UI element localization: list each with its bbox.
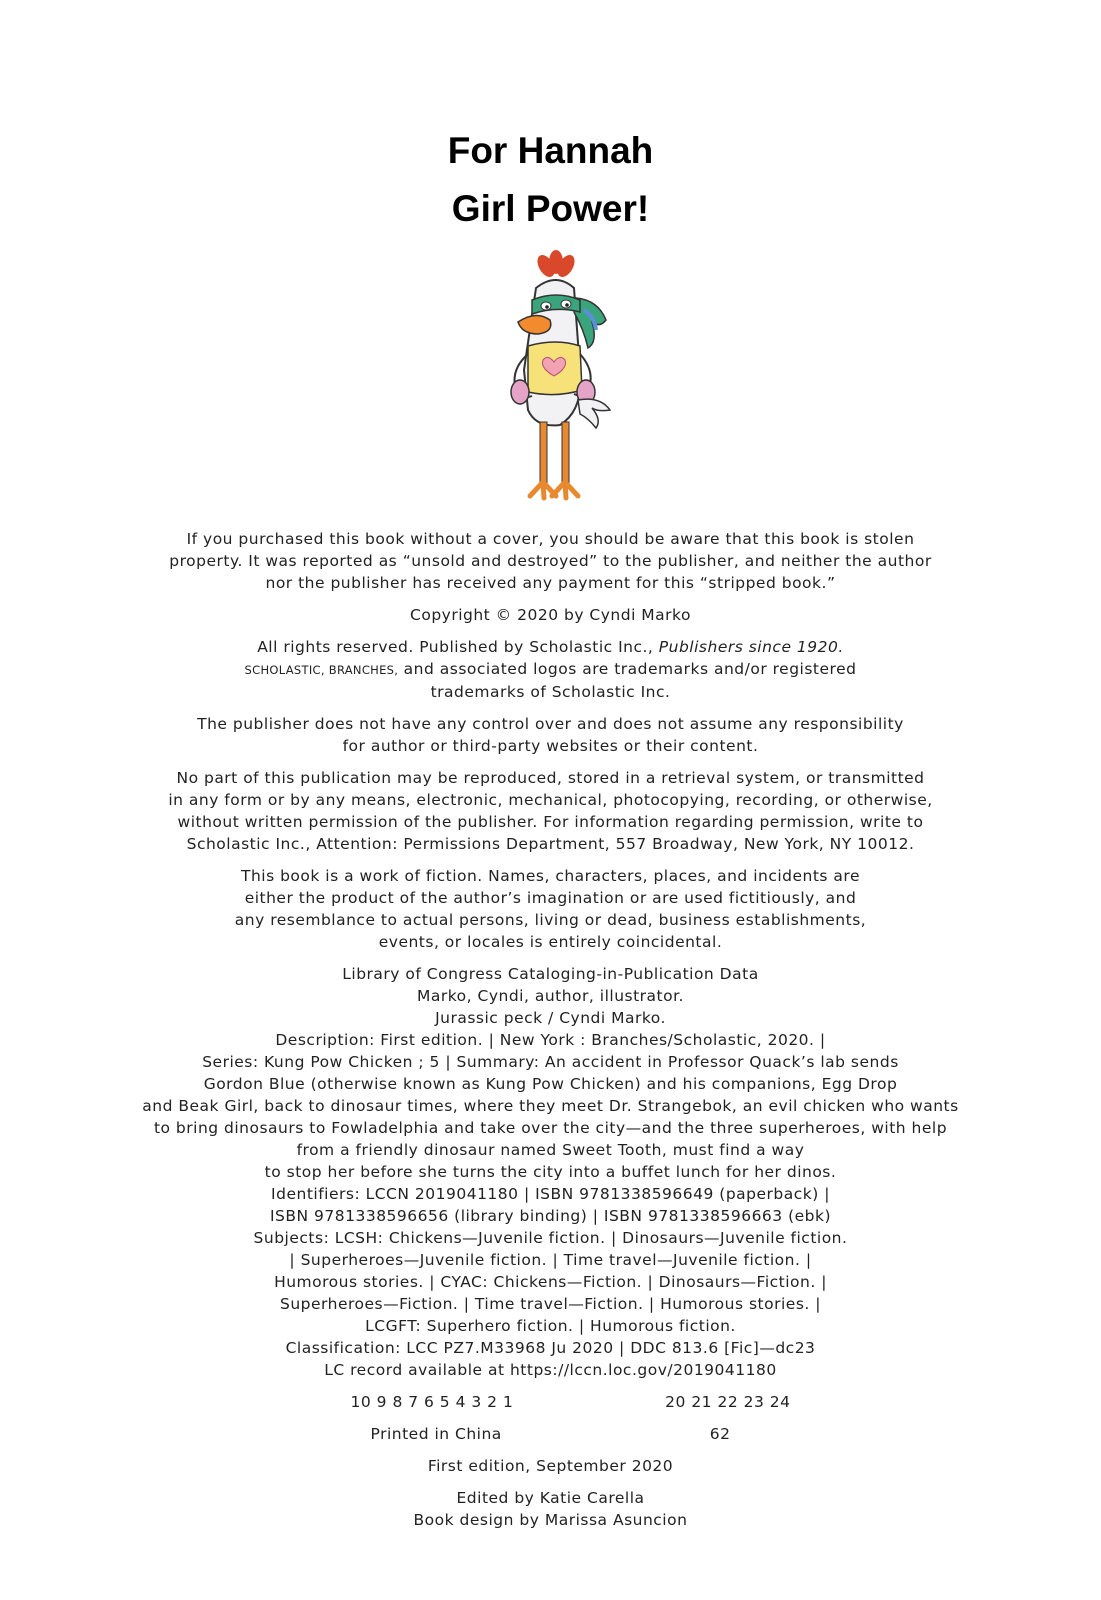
cip-line: ISBN 9781338596656 (library binding) | ISBN 9781338596663 (ebk) [269,1207,832,1225]
cip-line: Marko, Cyndi, author, illustrator. [417,987,684,1005]
rights-reserved [60,636,1041,703]
cip-line: Description: First edition. | New York : Branches/Scholastic, 2020. | [275,1031,826,1049]
credits [60,1487,1041,1531]
cip-line: Superheroes—Fiction. | Time travel—Fiction. | Humorous stories. | [280,1295,821,1313]
fiction-disclaimer [60,865,1041,953]
cip-line: | Superheroes—Juvenile fiction. | Time travel—Juvenile fiction. | [289,1251,812,1269]
reproduction-line-3: without written permission of the publisher. For information regarding permission, write to [177,813,924,831]
cip-line: LCGFT: Superhero fiction. | Humorous fiction. [365,1317,736,1335]
stripped-book-notice [60,528,1041,594]
notice-line-1: If you purchased this book without a cover, you should be aware that this book is stolen [186,530,915,548]
cip-line: Classification: LCC PZ7.M33968 Ju 2020 | DDC 813.6 [Fic]—dc23 [285,1339,816,1357]
rights-line-1 [60,636,1041,658]
fiction-line-3: any resemblance to actual persons, living or dead, business establishments, [234,911,867,929]
fiction-line-2: either the product of the author’s imagination or are used fictitiously, and [244,889,857,907]
reproduction-line-4: Scholastic Inc., Attention: Permissions Department, 557 Broadway, New York, NY 10012. [186,835,915,853]
notice-line-3: nor the publisher has received any payment for this “stripped book.” [265,574,836,592]
cip-line: Subjects: LCSH: Chickens—Juvenile fiction. | Dinosaurs—Juvenile fiction. [253,1229,848,1247]
rights-line-1a: All rights reserved. Published by Scholastic Inc., [257,638,659,656]
cip-line: to stop her before she turns the city into a buffet lunch for her dinos. [264,1163,837,1181]
cip-line: Jurassic peck / Cyndi Marko. [435,1009,666,1027]
printing-numbers-row [311,1391,791,1413]
tail-feathers [578,399,610,428]
trademark-names: SCHOLASTIC, BRANCHES, [244,663,399,677]
rights-line-3: trademarks of Scholastic Inc. [430,683,671,701]
reproduction-line-1: No part of this publication may be reproduced, stored in a retrieval system, or transmitted [176,769,925,787]
design-credit: Book design by Marissa Asuncion [413,1511,688,1529]
dedication [0,122,1101,238]
printing-code: 62 [709,1425,731,1443]
left-glove [511,380,529,404]
reproduction-notice [60,767,1041,855]
fiction-line-1: This book is a work of fiction. Names, characters, places, and incidents are [240,867,860,885]
cip-line: Humorous stories. | CYAC: Chickens—Fiction. | Dinosaurs—Fiction. | [274,1273,827,1291]
cip-line: LC record available at https://lccn.loc.gov/2019041180 [324,1361,777,1379]
fiction-line-4: events, or locales is entirely coincidental. [378,933,723,951]
cip-line: and Beak Girl, back to dinosaur times, where they meet Dr. Strangebok, an evil chicken who wants [142,1097,959,1115]
printed-in: Printed in China [370,1425,502,1443]
dedication-line-2: Girl Power! [451,188,650,229]
reproduction-line-2: in any form or by any means, electronic, mechanical, photocopying, recording, or otherwise, [168,791,933,809]
printing-years: 20 21 22 23 24 [665,1393,791,1411]
legs-shape [530,422,578,498]
cip-line: from a friendly dinosaur named Sweet Tooth, must find a way [296,1141,805,1159]
cip-line: Gordon Blue (otherwise known as Kung Pow Chicken) and his companions, Egg Drop [203,1075,898,1093]
responsibility-line-2: for author or third-party websites or their content. [342,737,759,755]
cip-line: Series: Kung Pow Chicken ; 5 | Summary: An accident in Professor Quack’s lab sends [202,1053,899,1071]
cip-line: to bring dinosaurs to Fowladelphia and take over the city—and the three superheroes, with help [153,1119,948,1137]
cip-line: Library of Congress Cataloging-in-Publication Data [342,965,759,983]
rights-line-2 [60,658,1041,681]
responsibility-notice [60,713,1041,757]
copyright-line: Copyright © 2020 by Cyndi Marko [410,606,691,624]
cip-line: Identifiers: LCCN 2019041180 | ISBN 9781338596649 (paperback) | [271,1185,830,1203]
edition-line: First edition, September 2020 [427,1457,674,1475]
copyright-page-text [60,528,1041,1541]
comb-shape [534,250,578,280]
beak-shape [518,315,551,334]
chicken-illustration [488,250,618,505]
responsibility-line-1: The publisher does not have any control over and does not assume any responsibility [197,715,904,733]
printing-numbers: 10 9 8 7 6 5 4 3 2 1 [350,1393,514,1411]
notice-line-2: property. It was reported as “unsold and destroyed” to the publisher, and neither the author [169,552,932,570]
dedication-line-1: For Hannah [447,130,654,171]
editor-credit: Edited by Katie Carella [456,1489,645,1507]
rights-line-2b: and associated logos are trademarks and/or registered [398,660,857,678]
cip-data [60,963,1041,1381]
printing-location-row [371,1423,731,1445]
rights-line-1b: Publishers since 1920. [658,638,844,656]
